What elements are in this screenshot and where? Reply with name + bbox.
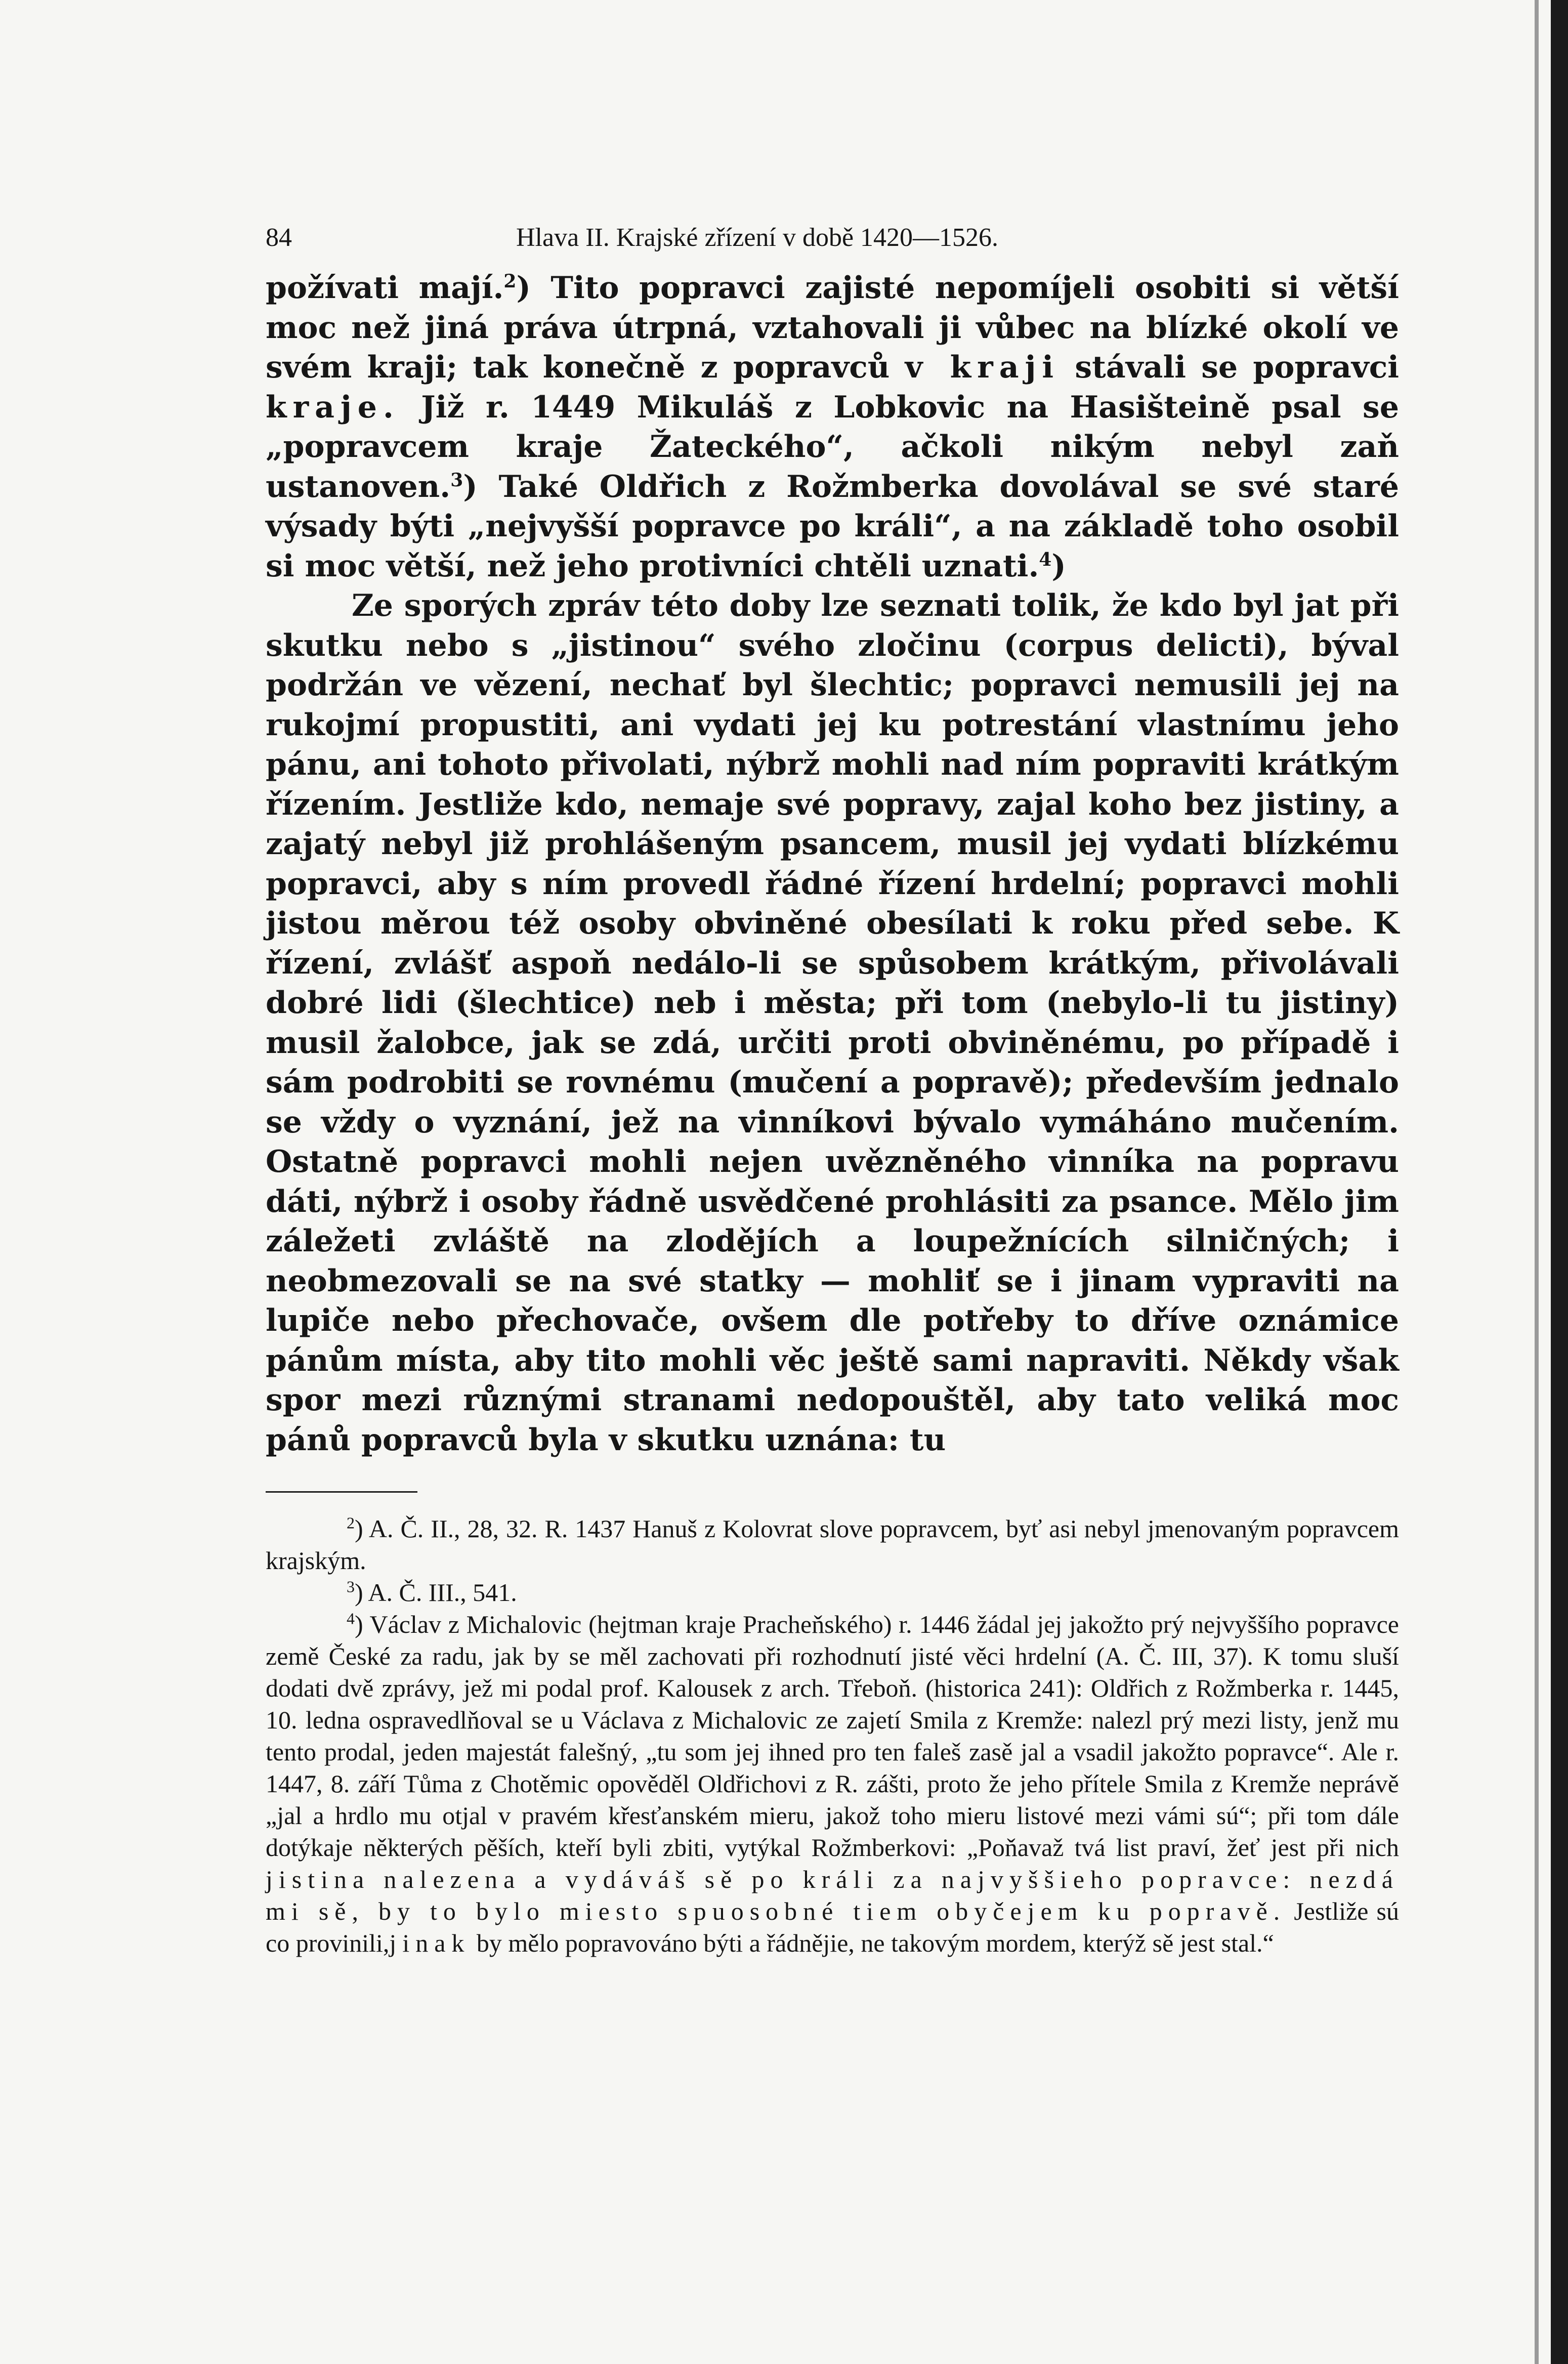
footnote-ref-3: 3 [450,469,463,491]
footnote-2-text: ) A. Č. II., 28, 32. R. 1437 Hanuš z Kolovrat slove popravcem, byť asi nebyl jmenovaným popravcem krajským. [266,1514,1399,1575]
footnote-4-mark: 4 [347,1609,355,1628]
paragraph-1-text-b: ) Tito popravci zajisté nepomíjeli osobiti si větší moc než jiná práva útrpná, vztahovali ji vůbec na blízké okolí ve svém kraji; tak konečně z popravců [266,270,1399,385]
footnote-3-text: ) A. Č. III., 541. [355,1578,517,1607]
footnote-4-text-3: by mělo popravováno býti a řádnějie, ne takovým mordem, kterýž sě jest stal.“ [476,1929,1274,1957]
footnote-3 [266,1577,1399,1609]
running-head [266,223,1399,268]
footnote-4-spaced-quote: jistina nalezena a vydáváš sě po králi za najvyššieho popravce: nezdá mi sě, by to bylo miesto spuosobné tiem obyčejem ku popravě. [266,1865,1399,1925]
footnote-3-mark: 3 [347,1577,355,1596]
scan-edge-shadow [1551,0,1568,2364]
footnote-ref-4: 4 [1039,548,1052,570]
scan-edge-line [1535,0,1539,2364]
footnote-4 [266,1609,1399,1959]
paragraph-1 [266,268,1399,586]
footnote-4-text-2: Jestliže sú co provinili, [266,1897,1399,1957]
footnote-separator [266,1491,417,1493]
paragraph-1-text-c: stávali se popravci [1075,350,1400,385]
chapter-title: Hlava II. Krajské zřízení v době 1420—1526. [516,223,999,252]
paragraph-1-text-a: požívati mají. [266,270,504,306]
footnote-2-mark: 2 [347,1513,355,1532]
book-page [266,223,1399,1959]
paragraph-1-text-d: Již r. 1449 Mikuláš z Lobkovic na Hasišteině psal se „popravcem kraje Žateckého“, ačkoli nikým nebyl zaň ustanoven. [266,389,1400,504]
paragraph-1-text-e: ) Také Oldřich z Rožmberka dovolával se své staré výsady býti „nejvyšší popravce po králi“, a na základě toho osobil si moc větší, než jeho protivníci chtěli uznati. [266,469,1399,584]
footnote-2 [266,1513,1399,1577]
footnote-ref-2: 2 [503,271,517,292]
footnote-4-text: ) Václav z Michalovic (hejtman kraje Pracheňského) r. 1446 žádal jej jakožto prý nejvyššího popravce země České za radu, jak by se měl zachovati při rozhodnutí jisté věci hrdelní (A. Č. III, 37). K tomu sluší dodati dvě zprávy, jež mi podal prof. Kalousek z arch. Třeboň. (historica 241): Oldřich z Rožmberka r. 1445, 10. ledna ospravedlňoval se u Václava z Michalovic ze zajetí Smila z Kremže: nalezl prý mezi listy, jenž mu tento prodal, jeden majestát falešný, „tu som jej ihned pro ten faleš zasě jal a vsadil jakožto popravce“. Ale r. 1447, 8. září Tůma z Chotěmic opověděl Oldřichovi z R. zášti, proto že jeho přítele Smila z Kremže neprávě „jal a hrdlo mu otjal v pravém křesťanském mieru, jakož toho mieru listové mezi vámi sú“; při tom dále dotýkaje některých pěších, kteří byli zbiti, vytýkal Rožmberkovi: „Poňavaž tvá list praví, žeť jest při nich [266,1610,1399,1862]
body-text [266,268,1399,1460]
spaced-emphasis: kraje. [266,389,400,425]
paragraph-1-text-f: ) [1051,548,1066,584]
footnote-4-spaced-word: jinak [389,1929,471,1957]
paragraph-2: Ze sporých zpráv této doby lze seznati tolik, že kdo byl jat při skutku nebo s „jistinou“ svého zločinu (corpus delicti), býval podržán ve vězení, nechať byl šlechtic; popravci nemusili jej na rukojmí propustiti, ani vydati jej ku potrestání vlastnímu jeho pánu, ani tohoto přivolati, nýbrž mohli nad ním popraviti krátkým řízením. Jestliže kdo, nemaje své popravy, zajal koho bez jistiny, a zajatý nebyl již prohlášeným psancem, musil jej vydati blízkému popravci, aby s ním provedl řádné řízení hrdelní; popravci mohli jistou měrou též osoby obviněné obesílati k roku před sebe. K řízení, zvlášť aspoň nedálo-li se spůsobem krátkým, přivolávali dobré lidi (šlechtice) neb i města; při tom (nebylo-li tu jistiny) musil žalobce, jak se zdá, určiti proti obviněnému, po případě i sám podrobiti se rovnému (mučení a popravě); především jednalo se vždy o vyznání, jež na vinníkovi bývalo vymáháno mučením. Ostatně popravci mohli nejen uvězněného vinníka na popravu dáti, nýbrž i osoby řádně usvědčené prohlásiti za psance. Mělo jim záležeti zvláště na zlodějích a loupežnících silničných; i neobmezovali se na své statky — mohliť se i jinam vypraviti na lupiče nebo přechovače, ovšem dle potřeby to dříve oznámice pánům místa, aby tito mohli věc ještě sami napraviti. Někdy však spor mezi různými stranami nedopouštěl, aby tato veliká moc pánů popravců byla v skutku uznána: tu [266,588,1399,1458]
spaced-emphasis: v kraji [905,350,1060,385]
page-number: 84 [266,223,292,252]
footnotes [266,1513,1399,1959]
